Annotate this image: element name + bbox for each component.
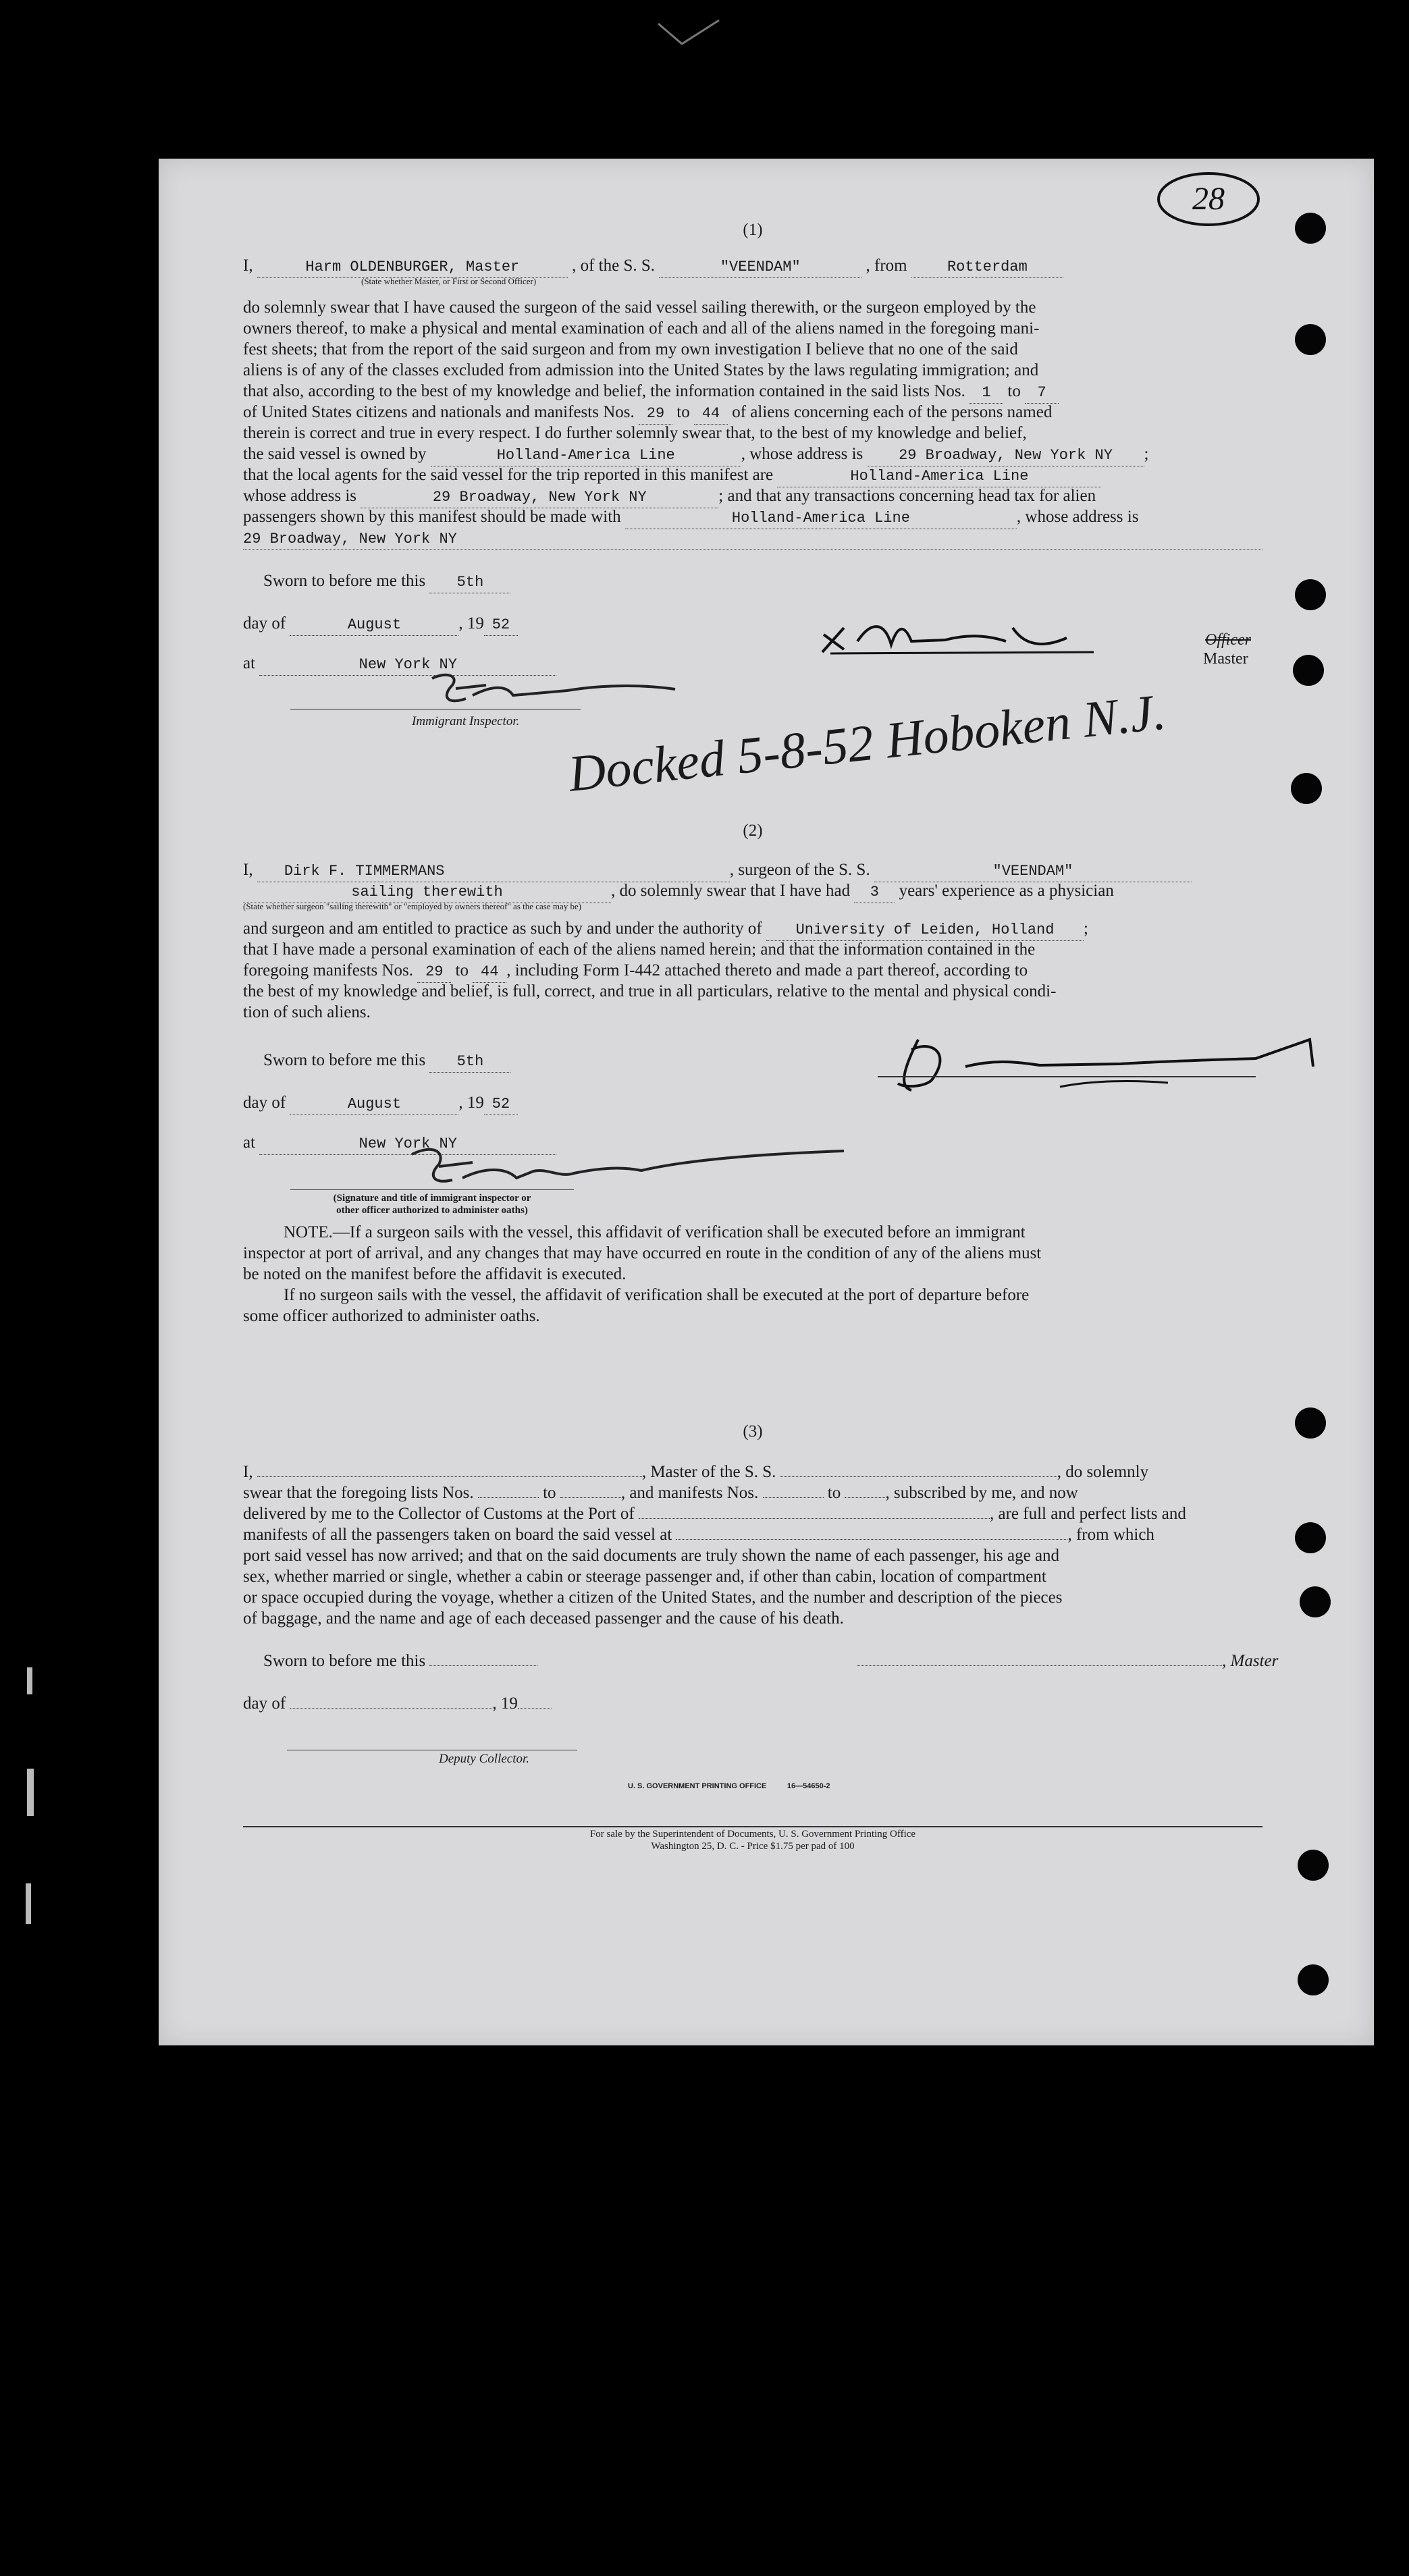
punch-hole <box>1295 579 1326 610</box>
blank <box>478 1497 539 1498</box>
blank <box>857 1665 1222 1666</box>
body-line: , and manifests Nos. <box>620 1484 759 1502</box>
body-line: foregoing manifests Nos. <box>243 961 414 980</box>
section3-oath <box>243 1651 1279 1714</box>
do-solemnly: , do solemnly <box>1057 1463 1149 1481</box>
body-line: that the local agents for the said vessel for the trip reported in this manifest are <box>243 466 774 484</box>
year-prefix: , 19 <box>458 614 484 633</box>
body-line: , are full and perfect lists and <box>990 1505 1186 1523</box>
body-line: of United States citizens and nationals and manifests Nos. <box>243 403 635 421</box>
film-mark <box>655 17 722 51</box>
body-line: that I have made a personal examination of each of the aliens named herein; and that the information contained in the <box>243 940 1036 959</box>
body-line: of baggage, and the name and age of each deceased passenger and the cause of his death. <box>243 1609 844 1628</box>
sworn-label: Sworn to before me this <box>263 572 426 590</box>
to-word: to <box>676 403 690 421</box>
vessel-name: "VEENDAM" <box>659 257 861 278</box>
sworn-day: 5th <box>429 572 510 593</box>
owner-address: 29 Broadway, New York NY <box>868 445 1144 466</box>
year-prefix: , 19 <box>492 1694 518 1713</box>
head-tax-address: 29 Broadway, New York NY <box>243 529 1262 550</box>
master-of-label: , Master of the S. S. <box>641 1463 776 1481</box>
authority: University of Leiden, Holland <box>766 919 1084 941</box>
owner: Holland-America Line <box>431 445 741 466</box>
surgeon-status: sailing therewith <box>243 882 611 903</box>
day-of-label: day of <box>243 614 286 633</box>
lists-to: 7 <box>1025 382 1059 404</box>
agents: Holland-America Line <box>777 466 1101 487</box>
inspector-signature-2 <box>398 1141 857 1195</box>
body-line: , subscribed by me, and now <box>885 1484 1078 1502</box>
month: August <box>290 1094 458 1115</box>
note-line: NOTE.—If a surgeon sails with the vessel, this affidavit of verification shall be executed before an immigrant <box>284 1223 1026 1241</box>
film-speck <box>27 1769 34 1816</box>
section2-i-label: I, <box>243 861 253 879</box>
body-line: that also, according to the best of my knowledge and belief, the information contained in the said lists Nos. <box>243 382 965 400</box>
note-line: some officer authorized to administer oaths. <box>243 1307 540 1325</box>
year-prefix: , 19 <box>458 1094 484 1112</box>
footer-line: Washington 25, D. C. - Price $1.75 per pad of 100 <box>651 1841 855 1852</box>
sworn-label: Sworn to before me this <box>263 1652 426 1670</box>
blank <box>429 1665 537 1666</box>
deputy-caption: Deputy Collector. <box>439 1752 530 1766</box>
body-line: swear that the foregoing lists Nos. <box>243 1484 474 1502</box>
s2-manifests-to: 44 <box>473 961 506 983</box>
section3-body <box>243 1461 1262 1629</box>
to-word: to <box>1007 382 1021 400</box>
s2-manifests-from: 29 <box>417 961 451 983</box>
blank <box>639 1518 990 1519</box>
surgeon-name: Dirk F. TIMMERMANS <box>257 861 730 882</box>
note-line: be noted on the manifest before the affidavit is executed. <box>243 1265 627 1283</box>
officer-caption: (State whether Master, or First or Second Officer) <box>361 276 537 286</box>
manifests-tail: of aliens concerning each of the persons named <box>732 403 1053 421</box>
blank <box>676 1539 1067 1540</box>
page-number: 28 <box>1192 181 1225 217</box>
footer-rule <box>243 1826 1262 1827</box>
section2-body: I, Dirk F. TIMMERMANS , surgeon of the S. S. "VEENDAM" sailing therewith , do solemnly swear that I have had 3 years' experience as a physician (State whether surgeon "sailing therewith" or "employed by owners thereof" as the case may be) and surgeon and am entitled to practice as such by and under the authority of University of Leiden, Holland ; that I have made a personal examination of each of the aliens named herein; and that the information contained in the foregoing manifests Nos. 29 to 44 , including Form I-442 attached thereto and made a part thereof, according to the best of my knowledge and belief, is full, correct, and true in all particulars, relative to the mental and physical condi- tion of such aliens. <box>243 859 1262 1023</box>
blank <box>518 1708 552 1709</box>
master-signature <box>810 608 1202 662</box>
punch-hole <box>1293 655 1324 686</box>
inspector-signature <box>405 665 689 719</box>
whose-address-label: , whose address is <box>741 445 863 463</box>
day-of-label: day of <box>243 1094 286 1112</box>
of-ss-label: , of the S. S. <box>572 257 656 275</box>
body-line: the said vessel is owned by <box>243 445 427 463</box>
section1-header-line <box>243 255 1262 286</box>
note-line: If no surgeon sails with the vessel, the affidavit of verification shall be executed at the port of departure before <box>284 1286 1030 1304</box>
section1-i-label: I, <box>243 257 253 275</box>
body-line: do solemnly swear that I have caused the surgeon of the said vessel sailing therewith, or the surgeon employed by the <box>243 298 1036 317</box>
section3-i-label: I, <box>243 1463 253 1481</box>
surgeon-signature <box>878 1013 1337 1107</box>
body-line: and surgeon and am entitled to practice as such by and under the authority of <box>243 919 762 938</box>
note-line: inspector at port of arrival, and any changes that may have occurred en route in the condition of any of the aliens must <box>243 1244 1042 1262</box>
sworn-label: Sworn to before me this <box>263 1051 426 1069</box>
agents-address: 29 Broadway, New York NY <box>361 487 718 508</box>
body-line: tion of such aliens. <box>243 1003 371 1021</box>
section1-heading: (1) <box>743 221 763 239</box>
whose-address-label: , whose address is <box>1016 508 1139 526</box>
punch-hole <box>1295 1407 1326 1439</box>
body-line: owners thereof, to make a physical and mental examination of each and all of the aliens named in the foregoing mani- <box>243 319 1040 338</box>
body-line: , including Form I-442 attached thereto and made a part thereof, according to <box>506 961 1028 980</box>
footer-line: For sale by the Superintendent of Documents, U. S. Government Printing Office <box>589 1829 916 1840</box>
month: August <box>290 614 458 636</box>
punch-hole <box>1295 1522 1326 1553</box>
body-line: whose address is <box>243 487 357 505</box>
agents-address-line <box>243 485 1262 506</box>
punch-hole <box>1298 1850 1329 1881</box>
blank <box>763 1497 824 1498</box>
year: 52 <box>484 1094 518 1115</box>
to-word: to <box>827 1484 841 1502</box>
from-port: Rotterdam <box>911 257 1063 278</box>
body-line: port said vessel has now arrived; and that on the said documents are truly shown the name of each passenger, his age and <box>243 1547 1060 1565</box>
lists-line <box>243 381 1262 402</box>
years-experience: 3 <box>854 882 895 903</box>
blank <box>560 1497 621 1498</box>
sworn-day: 5th <box>429 1051 510 1073</box>
from-label: , from <box>866 257 907 275</box>
gpo-line: U. S. GOVERNMENT PRINTING OFFICE 16—54650-2 <box>628 1782 830 1790</box>
section3-heading: (3) <box>743 1422 763 1441</box>
head-tax-address-line <box>243 527 1262 548</box>
master-sig-line <box>857 1651 1278 1671</box>
blank <box>845 1497 885 1498</box>
at-label: at <box>243 654 256 672</box>
day-of-label: day of <box>243 1694 286 1713</box>
section1-body <box>243 297 1262 548</box>
blank <box>780 1476 1057 1477</box>
master-name: Harm OLDENBURGER, Master <box>257 257 568 278</box>
place: New York NY <box>259 654 556 676</box>
manifests-line <box>243 402 1262 423</box>
punch-hole <box>1295 324 1326 355</box>
at-label: at <box>243 1133 256 1152</box>
head-tax-line <box>243 506 1262 527</box>
handwritten-docked-note: Docked 5-8-52 Hoboken N.J. <box>566 683 1169 803</box>
section2-vessel: "VEENDAM" <box>874 861 1192 882</box>
manifests-from: 29 <box>639 403 672 425</box>
to-word: to <box>543 1484 556 1502</box>
note-block <box>243 1222 1262 1326</box>
body-line: aliens is of any of the classes excluded from admission into the United States by the laws regulating immigration; and <box>243 361 1039 379</box>
body-line: the best of my knowledge and belief, is full, correct, and true in all particulars, relative to the mental and physical condi- <box>243 982 1057 1000</box>
footer <box>243 1828 1262 1852</box>
surgeon-of-label: , surgeon of the S. S. <box>729 861 870 879</box>
body-line: , from which <box>1067 1526 1154 1544</box>
blank <box>257 1476 642 1477</box>
swear-text: , do solemnly swear that I have had <box>611 882 851 900</box>
body-line: fest sheets; that from the report of the said surgeon and from my own investigation I believe that no one of the said <box>243 340 1018 358</box>
status-caption: (State whether surgeon "sailing therewith" or "employed by owners thereof" as the case may be) <box>243 901 582 911</box>
agents-line <box>243 464 1262 485</box>
body-line: sex, whether married or single, whether a cabin or steerage passenger and, if other than cabin, location of compartment <box>243 1567 1046 1586</box>
manifests-to: 44 <box>694 403 728 425</box>
head-tax-party: Holland-America Line <box>625 508 1017 529</box>
head-tax-text: ; and that any transactions concerning head tax for alien <box>718 487 1096 505</box>
inspector-sig-caption <box>284 1192 581 1216</box>
place: New York NY <box>259 1133 556 1155</box>
inspector-caption: Immigrant Inspector. <box>412 714 520 728</box>
body-line: passengers shown by this manifest should be made with <box>243 508 621 526</box>
years-text: years' experience as a physician <box>899 882 1114 900</box>
body-line: or space occupied during the voyage, whether a citizen of the United States, and the number and description of the pieces <box>243 1588 1063 1607</box>
to-word: to <box>455 961 469 980</box>
body-line: therein is correct and true in every respect. I do further solemnly swear that, to the best of my knowledge and belief, <box>243 424 1027 442</box>
body-line: manifests of all the passengers taken on board the said vessel at <box>243 1526 672 1544</box>
punch-hole <box>1291 773 1322 804</box>
caption-line: other officer authorized to administer oaths) <box>336 1205 528 1216</box>
caption-line: (Signature and title of immigrant inspector or <box>333 1193 531 1204</box>
punch-hole <box>1298 1964 1329 1995</box>
film-speck <box>27 1667 32 1694</box>
year: 52 <box>484 614 518 636</box>
punch-hole <box>1300 1586 1331 1617</box>
lists-from: 1 <box>969 382 1003 404</box>
officer-label: Officer <box>1205 631 1251 649</box>
body-line: delivered by me to the Collector of Customs at the Port of <box>243 1505 635 1523</box>
blank <box>290 1708 492 1709</box>
punch-hole <box>1295 213 1326 244</box>
master-label: , Master <box>1222 1652 1279 1670</box>
owner-line: the said vessel is owned by Holland-America Line , whose address is 29 Broadway, New York NY ; <box>243 444 1262 464</box>
master-label: Master <box>1203 650 1248 668</box>
film-speck <box>26 1883 31 1924</box>
section2-heading: (2) <box>743 822 763 840</box>
